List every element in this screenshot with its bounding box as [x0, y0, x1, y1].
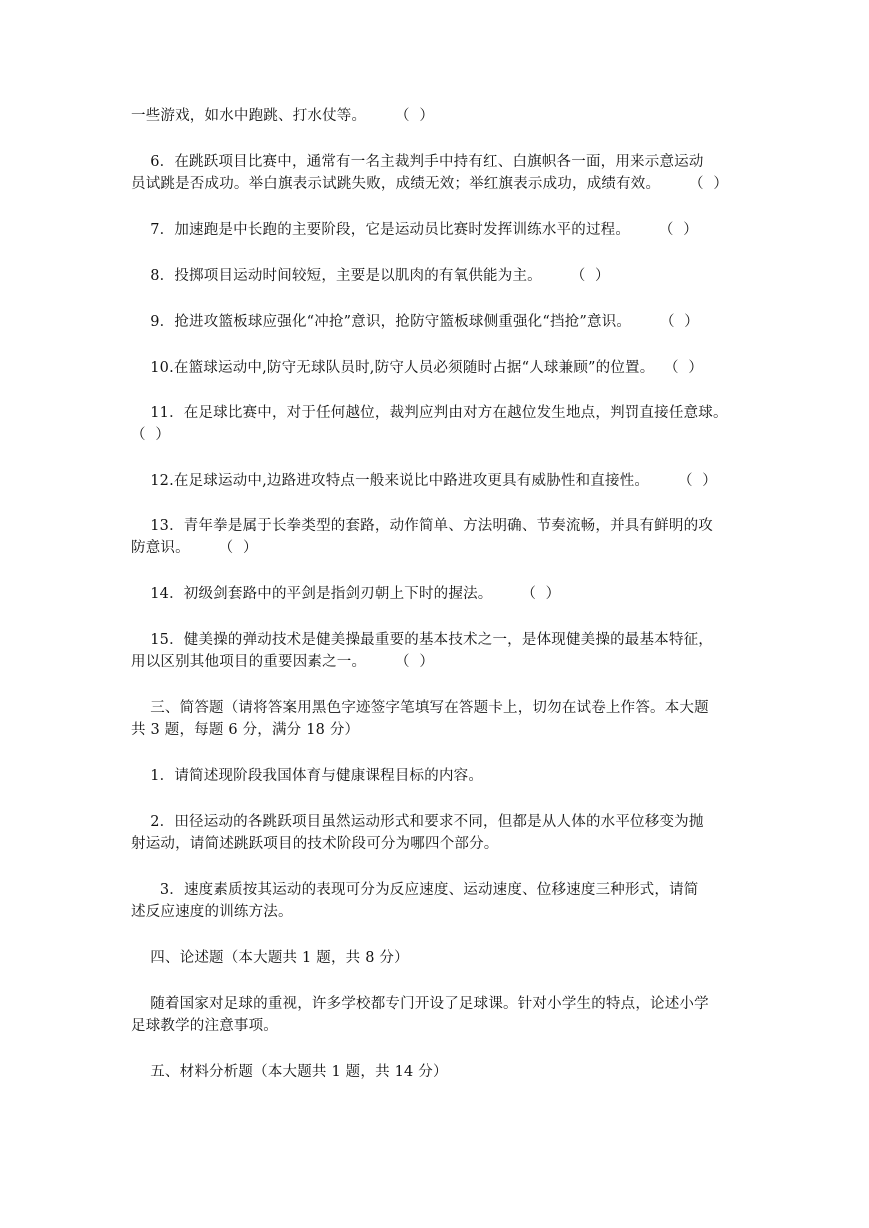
section-3-heading-line-2: 共 3 题，每题 6 分，满分 18 分）: [131, 722, 360, 738]
q15-line-2: 用以区别其他项目的重要因素之一。 （ ）: [131, 654, 435, 670]
q10: 10.在篮球运动中,防守无球队员时,防守人员必须随时占据“人球兼顾”的位置。 （ ）: [131, 360, 704, 376]
short-answer-2-line-2: 射运动，请简述跳跃项目的技术阶段可分为哪四个部分。: [131, 836, 499, 852]
q9: 9．抢进攻篮板球应强化“冲抢”意识，抢防守篮板球侧重强化“挡抢”意识。 （ ）: [131, 314, 699, 330]
essay-question-line-1: 随着国家对足球的重视，许多学校都专门开设了足球课。针对小学生的特点，论述小学: [131, 996, 709, 1012]
q6-line-2: 员试跳是否成功。举白旗表示试跳失败，成绩无效；举红旗表示成功，成绩有效。 （ ）: [131, 176, 729, 192]
section-5-heading: 五、材料分析题（本大题共 1 题，共 14 分）: [131, 1064, 448, 1080]
q11-line-2: （ ）: [131, 427, 171, 443]
q15-line-1: 15．健美操的弹动技术是健美操最重要的基本技术之一，是体现健美操的最基本特征，: [131, 632, 713, 648]
q11-line-1: 11．在足球比赛中，对于任何越位，裁判应判由对方在越位发生地点，判罚直接任意球。: [131, 405, 728, 421]
short-answer-2-line-1: 2．田径运动的各跳跃项目虽然运动形式和要求不同，但都是从人体的水平位移变为抛: [131, 814, 704, 830]
q14: 14．初级剑套路中的平剑是指剑刃朝上下时的握法。 （ ）: [131, 586, 561, 602]
section-3-heading-line-1: 三、简答题（请将答案用黑色字迹签字笔填写在答题卡上，切勿在试卷上作答。本大题: [131, 700, 709, 716]
q8: 8．投掷项目运动时间较短，主要是以肌肉的有氧供能为主。 （ ）: [131, 268, 610, 284]
q5-continuation: 一些游戏，如水中跑跳、打水仗等。 （ ）: [131, 108, 435, 124]
short-answer-3-line-1: 3．速度素质按其运动的表现可分为反应速度、运动速度、位移速度三种形式，请简: [131, 882, 699, 898]
q13-line-1: 13．青年拳是属于长拳类型的套路，动作简单、方法明确、节奏流畅，并具有鲜明的攻: [131, 518, 713, 534]
q7: 7．加速跑是中长跑的主要阶段，它是运动员比赛时发挥训练水平的过程。 （ ）: [131, 222, 698, 238]
q12: 12.在足球运动中,边路进攻特点一般来说比中路进攻更具有威胁性和直接性。 （ ）: [131, 473, 717, 489]
short-answer-3-line-2: 述反应速度的训练方法。: [131, 904, 293, 920]
essay-question-line-2: 足球教学的注意事项。: [131, 1018, 278, 1034]
q6-line-1: 6．在跳跃项目比赛中，通常有一名主裁判手中持有红、白旗帜各一面，用来示意运动: [131, 154, 704, 170]
q13-line-2: 防意识。 （ ）: [131, 540, 258, 556]
section-4-heading: 四、论述题（本大题共 1 题，共 8 分）: [131, 950, 409, 966]
short-answer-1: 1．请简述现阶段我国体育与健康课程目标的内容。: [131, 768, 484, 784]
